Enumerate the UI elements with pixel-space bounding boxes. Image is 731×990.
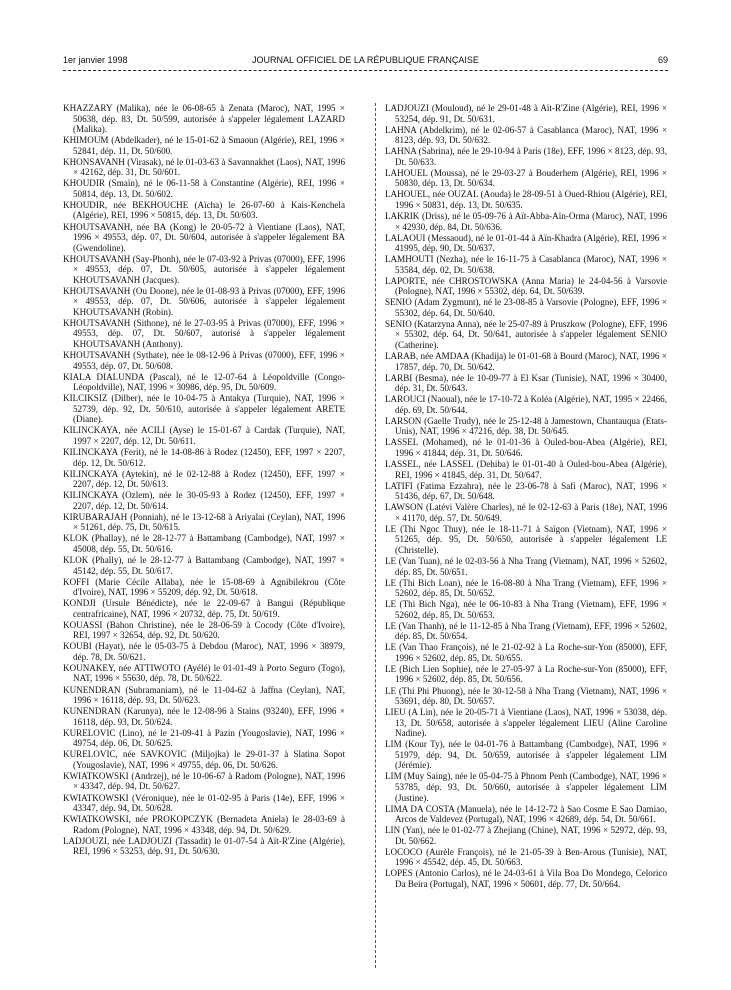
naturalization-entry: KHOUTSAVANH (Say-Phonh), née le 07-03-92 à Privas (07000), EFF, 1996 × 49553, dép. 07, Dt. 50/605, autorisée à s'appeler légalement KHOUTSAVANH (Jacques). — [63, 253, 345, 285]
naturalization-entry: KHOUDIR, née BEKHOUCHE (Aïcha) le 26-07-60 à Kais-Kenchela (Algérie), REI, 1996 × 50815, dép. 13, Dt. 50/603. — [63, 199, 345, 221]
naturalization-entry: KIRUBARAJAH (Ponniah), né le 13-12-68 à Ariyalai (Ceylan), NAT, 1996 × 51261, dép. 75, Dt. 50/615. — [63, 511, 345, 533]
page-number: 69 — [657, 55, 668, 65]
naturalization-entry: LE (Thi Bich Loan), née le 16-08-80 à Nha Trang (Vietnam), EFF, 1996 × 52602, dép. 85, Dt. 50/652. — [385, 577, 667, 599]
naturalization-entry: KHOUTSAVANH (Ou Doone), née le 01-08-93 à Privas (07000), EFF, 1996 × 49553, dép. 07, Dt. 50/606, autorisée à s'appeler légalement KHOUTSAVANH (Robin). — [63, 285, 345, 317]
naturalization-entry: LIM (Muy Saing), née le 05-04-75 à Phnom Penh (Cambodge), NAT, 1996 × 53785, dép. 93, Dt. 50/660, autorisée à s'appeler légalement LIM (Justine). — [385, 771, 667, 803]
naturalization-entry: LE (Van Thao François), né le 21-02-92 à La Roche-sur-Yon (85000), EFF, 1996 × 52602, dép. 85, Dt. 50/655. — [385, 642, 667, 663]
naturalization-entry: LALAOUI (Messaoud), né le 01-01-44 à Aïn-Khadra (Algérie), REI, 1996 × 41995, dép. 90, Dt. 50/637. — [385, 232, 667, 254]
naturalization-entry: KURELOVIC, née SAVKOVIC (Miljojka) le 29-01-37 à Slatina Sopot (Yougoslavie), NAT, 1996 × 49755, dép. 06, Dt. 50/626. — [63, 749, 345, 770]
naturalization-entry: LAHNA (Sabrina), née le 29-10-94 à Paris (18e), EFF, 1996 × 8123, dép. 93, Dt. 50/633. — [385, 146, 667, 167]
naturalization-entry: LE (Thi Ngoc Thuy), née le 18-11-71 à Saïgon (Vietnam), NAT, 1996 × 51265, dép. 95, Dt. 50/650, autorisée à s'appeler légalement LE (Christelle). — [385, 523, 667, 555]
naturalization-entry: LADJOUZI, née LADJOUZI (Tassadit) le 01-07-54 à Aït-R'Zine (Algérie), REI, 1996 × 53253, dép. 91, Dt. 50/630. — [63, 835, 345, 857]
naturalization-entry: KHOUTSAVANH (Sythate), née le 08-12-96 à Privas (07000), EFF, 1996 × 49553, dép. 07, Dt. 50/608. — [63, 350, 345, 371]
naturalization-entry: LIM (Kour Ty), née le 04-01-76 à Battambang (Cambodge), NAT, 1996 × 51979, dép. 94, Dt. 50/659, autorisée à s'appeler légalement LIM (Jérémie). — [385, 739, 667, 771]
naturalization-entry: LARSON (Gaelle Trudy), née le 25-12-48 à Jamestown, Chantauqua (Etats-Unis), NAT, 1996 × 47216, dép. 38, Dt. 50/645. — [385, 415, 667, 437]
naturalization-entry: KHIMOUM (Abdelkader), né le 15-01-62 à Smaoun (Algérie), REI, 1996 × 52841, dép. 11, Dt. 50/600. — [63, 135, 345, 156]
naturalization-entry: LASSEL, née LASSEL (Dehiba) le 01-01-40 à Ouled-bou-Abea (Algérie), REI, 1996 × 41845, dép. 31, Dt. 50/647. — [385, 459, 667, 480]
naturalization-entry: KHOUTSAVANH, née BA (Kong) le 20-05-72 à Vientiane (Laos), NAT, 1996 × 49553, dép. 07, Dt. 50/604, autorisée à s'appeler légalement BA (Gwendoline). — [63, 221, 345, 253]
naturalization-entry: LARAB, née AMDAA (Khadija) le 01-01-68 à Bourd (Maroc), NAT, 1996 × 17857, dép. 70, Dt. 50/642. — [385, 351, 667, 372]
naturalization-entry: LAHNA (Abdelkrim), né le 02-06-57 à Casablanca (Maroc), NAT, 1996 × 8123, dép. 93, Dt. 50/632. — [385, 124, 667, 146]
naturalization-entry: LAMHOUTI (Nezha), née le 16-11-75 à Casablanca (Maroc), NAT, 1996 × 53584, dép. 02, Dt. 50/638. — [385, 254, 667, 275]
page-header — [63, 55, 668, 69]
naturalization-entry: KILINCKAYA (Ozlem), née le 30-05-93 à Rodez (12450), EFF, 1997 × 2207, dép. 12, Dt. 50/614. — [63, 490, 345, 511]
naturalization-entry: KHOUTSAVANH (Sithone), né le 27-03-95 à Privas (07000), EFF, 1996 × 49553, dép. 07, Dt. 50/607, autorisé à s'appeler légalement KHOUTSAVANH (Anthony). — [63, 317, 345, 350]
column-divider — [375, 103, 376, 968]
journal-title: JOURNAL OFFICIEL DE LA RÉPUBLIQUE FRANÇAISE — [252, 55, 479, 65]
naturalization-entry: LE (Thi Bich Nga), née le 06-10-83 à Nha Trang (Vietnam), EFF, 1996 × 52602, dép. 85, Dt. 50/653. — [385, 599, 667, 620]
naturalization-entry: LAPORTE, née CHROSTOWSKA (Anna Maria) le 24-04-56 à Varsovie (Pologne), NAT, 1996 × 55302, dép. 64, Dt. 50/639. — [385, 275, 667, 297]
naturalization-entry: KOUBI (Hayat), née le 05-03-75 à Debdou (Maroc), NAT, 1996 × 38979, dép. 78, Dt. 50/621. — [63, 641, 345, 662]
left-column — [63, 103, 345, 857]
naturalization-entry: KWIATKOWSKI (Véronique), née le 01-02-95 à Paris (14e), EFF, 1996 × 43347, dép. 94, Dt. 50/628. — [63, 792, 345, 814]
naturalization-entry: KUNENDRAN (Subramaniam), né le 11-04-62 à Jaffna (Ceylan), NAT, 1996 × 16118, dép. 93, Dt. 50/623. — [63, 684, 345, 706]
naturalization-entry: LARBI (Besma), née le 10-09-77 à El Ksar (Tunisie), NAT, 1996 × 30400, dép. 31, Dt. 50/643. — [385, 372, 667, 394]
naturalization-entry: KHONSAVANH (Virasak), né le 01-03-63 à Savannakhet (Laos), NAT, 1996 × 42162, dép. 31, Dt. 50/601. — [63, 156, 345, 178]
naturalization-entry: LE (Van Tuan), né le 02-03-56 à Nha Trang (Vietnam), NAT, 1996 × 52602, dép. 85, Dt. 50/651. — [385, 555, 667, 577]
naturalization-entry: KUNENDRAN (Karunya), née le 12-08-96 à Stains (93240), EFF, 1996 × 16118, dép. 93, Dt. 50/624. — [63, 706, 345, 727]
naturalization-entry: KURELOVIC (Lino), né le 21-09-41 à Pazin (Yougoslavie), NAT, 1996 × 49754, dép. 06, Dt. 50/625. — [63, 727, 345, 749]
naturalization-entry: LE (Thi Phi Phuong), née le 30-12-58 à Nha Trang (Vietnam), NAT, 1996 × 53691, dép. 80, Dt. 50/657. — [385, 685, 667, 707]
naturalization-entry: LATIFI (Fatima Ezzahra), née le 23-06-78 à Safi (Maroc), NAT, 1996 × 51436, dép. 67, Dt. 50/648. — [385, 480, 667, 502]
naturalization-entry: KLOK (Phallay), né le 28-12-77 à Battambang (Cambodge), NAT, 1997 × 45008, dép. 55, Dt. 50/616. — [63, 533, 345, 554]
naturalization-entry: LAWSON (Latévi Valère Charles), né le 02-12-63 à Paris (18e), NAT, 1996 × 41170, dép. 57, Dt. 50/649. — [385, 502, 667, 523]
naturalization-entry: KHOUDIR (Smaïn), né le 06-11-58 à Constantine (Algérie), REI, 1996 × 50814, dép. 13, Dt. 50/602. — [63, 178, 345, 199]
naturalization-entry: KILINCKAYA (Ferit), né le 14-08-86 à Rodez (12450), EFF, 1997 × 2207, dép. 12, Dt. 50/612. — [63, 447, 345, 468]
issue-date: 1er janvier 1998 — [63, 55, 128, 65]
naturalization-entry: SENIO (Adam Zygmunt), né le 23-08-85 à Varsovie (Pologne), EFF, 1996 × 55302, dép. 64, Dt. 50/640. — [385, 297, 667, 318]
naturalization-entry: LE (Van Thanh), né le 11-12-85 à Nha Trang (Vietnam), EFF, 1996 × 52602, dép. 85, Dt. 50/654. — [385, 620, 667, 642]
naturalization-entry: LIMA DA COSTA (Manuela), née le 14-12-72 à Sao Cosme E Sao Damiao, Arcos de Valdevez (Portugal), NAT, 1996 × 42689, dép. 54, Dt. 50/661. — [385, 803, 667, 825]
naturalization-entry: KHAZZARY (Malika), née le 06-08-65 à Zenata (Maroc), NAT, 1995 × 50638, dép. 83, Dt. 50/599, autorisée à s'appeler légalement LAZARD (Malika). — [63, 103, 345, 135]
naturalization-entry: KOUNAKEY, née ATTIWOTO (Ayélé) le 01-01-49 à Porto Seguro (Togo), NAT, 1996 × 55630, dép. 78, Dt. 50/622. — [63, 662, 345, 684]
naturalization-entry: KOFFI (Marie Cécile Allaba), née le 15-08-69 à Agnibilekrou (Côte d'Ivoire), NAT, 1996 × 55209, dép. 92, Dt. 50/618. — [63, 576, 345, 598]
naturalization-entry: LOPES (Antonio Carlos), né le 24-03-61 à Vila Boa Do Mondego, Celorico Da Beira (Portugal), NAT, 1996 × 50601, dép. 77, Dt. 50/664. — [385, 868, 667, 889]
naturalization-entry: LOCOCO (Aurèle François), né le 21-05-39 à Ben-Arous (Tunisie), NAT, 1996 × 45542, dép. 45, Dt. 50/663. — [385, 846, 667, 868]
right-column — [385, 103, 667, 890]
naturalization-entry: LAHOUEL, née OUZAL (Aouda) le 28-09-51 à Oued-Rhiou (Algérie), REI, 1996 × 50831, dép. 13, Dt. 50/635. — [385, 189, 667, 210]
naturalization-entry: KILINCKAYA, née ACILI (Ayse) le 15-01-67 à Cardak (Turquie), NAT, 1997 × 2207, dép. 12, Dt. 50/611. — [63, 425, 345, 446]
naturalization-entry: SENIO (Katarzyna Anna), née le 25-07-89 à Pruszkow (Pologne), EFF, 1996 × 55302, dép. 64, Dt. 50/641, autorisée à s'appeler légalement SENIO (Catherine). — [385, 318, 667, 351]
naturalization-entry: LIEU (A Lin), née le 20-05-71 à Vientiane (Laos), NAT, 1996 × 53038, dép. 13, Dt. 50/658, autorisée à s'appeler légalement LIEU (Aline Caroline Nadine). — [385, 707, 667, 739]
naturalization-entry: LAKRIK (Driss), né le 05-09-76 à Aït-Abba-Aïn-Orma (Maroc), NAT, 1996 × 42930, dép. 84, Dt. 50/636. — [385, 210, 667, 232]
naturalization-entry: LAROUCI (Naoual), née le 17-10-72 à Koléa (Algérie), NAT, 1995 × 22466, dép. 69, Dt. 50/644. — [385, 394, 667, 415]
naturalization-entry: KWIATKOWSKI (Andrzej), né le 10-06-67 à Radom (Pologne), NAT, 1996 × 43347, dép. 94, Dt. 50/627. — [63, 770, 345, 792]
naturalization-entry: LIN (Yan), née le 01-02-77 à Zhejiang (Chine), NAT, 1996 × 52972, dép. 93, Dt. 50/662. — [385, 825, 667, 846]
naturalization-entry: KLOK (Phally), né le 28-12-77 à Battambang (Cambodge), NAT, 1997 × 45142, dép. 55, Dt. 50/617. — [63, 554, 345, 576]
naturalization-entry: KONDJI (Ursule Bénédicte), née le 22-09-67 à Bangui (République centrafricaine), NAT, 1996 × 20732, dép. 75, Dt. 50/619. — [63, 598, 345, 619]
naturalization-entry: LASSEL (Mohamed), né le 01-01-36 à Ouled-bou-Abea (Algérie), REI, 1996 × 41844, dép. 31, Dt. 50/646. — [385, 437, 667, 458]
naturalization-entry: KIALA DIALUNDA (Pascal), né le 12-07-64 à Léopoldville (Congo-Léopoldville), NAT, 1996 × 30986, dép. 95, Dt. 50/609. — [63, 371, 345, 393]
naturalization-entry: LE (Bich Lien Sophie), née le 27-05-97 à La Roche-sur-Yon (85000), EFF, 1996 × 52602, dép. 85, Dt. 50/656. — [385, 663, 667, 685]
header-rule — [63, 70, 668, 71]
naturalization-entry: LADJOUZI (Mouloud), né le 29-01-48 à Aït-R'Zine (Algérie), REI, 1996 × 53254, dép. 91, Dt. 50/631. — [385, 103, 667, 124]
naturalization-entry: KILINCKAYA (Aytekin), né le 02-12-88 à Rodez (12450), EFF, 1997 × 2207, dép. 12, Dt. 50/613. — [63, 468, 345, 490]
naturalization-entry: KWIATKOWSKI, née PROKOPCZYK (Bernadeta Aniela) le 28-03-69 à Radom (Pologne), NAT, 1996 × 43348, dép. 94, Dt. 50/629. — [63, 814, 345, 835]
naturalization-entry: LAHOUEL (Moussa), né le 29-03-27 à Bouderhem (Algérie), REI, 1996 × 50830, dép. 13, Dt. 50/634. — [385, 167, 667, 189]
naturalization-entry: KOUASSI (Bahon Christine), née le 28-06-59 à Cocody (Côte d'Ivoire), REI, 1997 × 32654, dép. 92, Dt. 50/620. — [63, 619, 345, 641]
naturalization-entry: KILCIKSIZ (Dilber), née le 10-04-75 à Antakya (Turquie), NAT, 1996 × 52739, dép. 92, Dt. 50/610, autorisée à s'appeler légalement ARETE (Diane). — [63, 393, 345, 425]
